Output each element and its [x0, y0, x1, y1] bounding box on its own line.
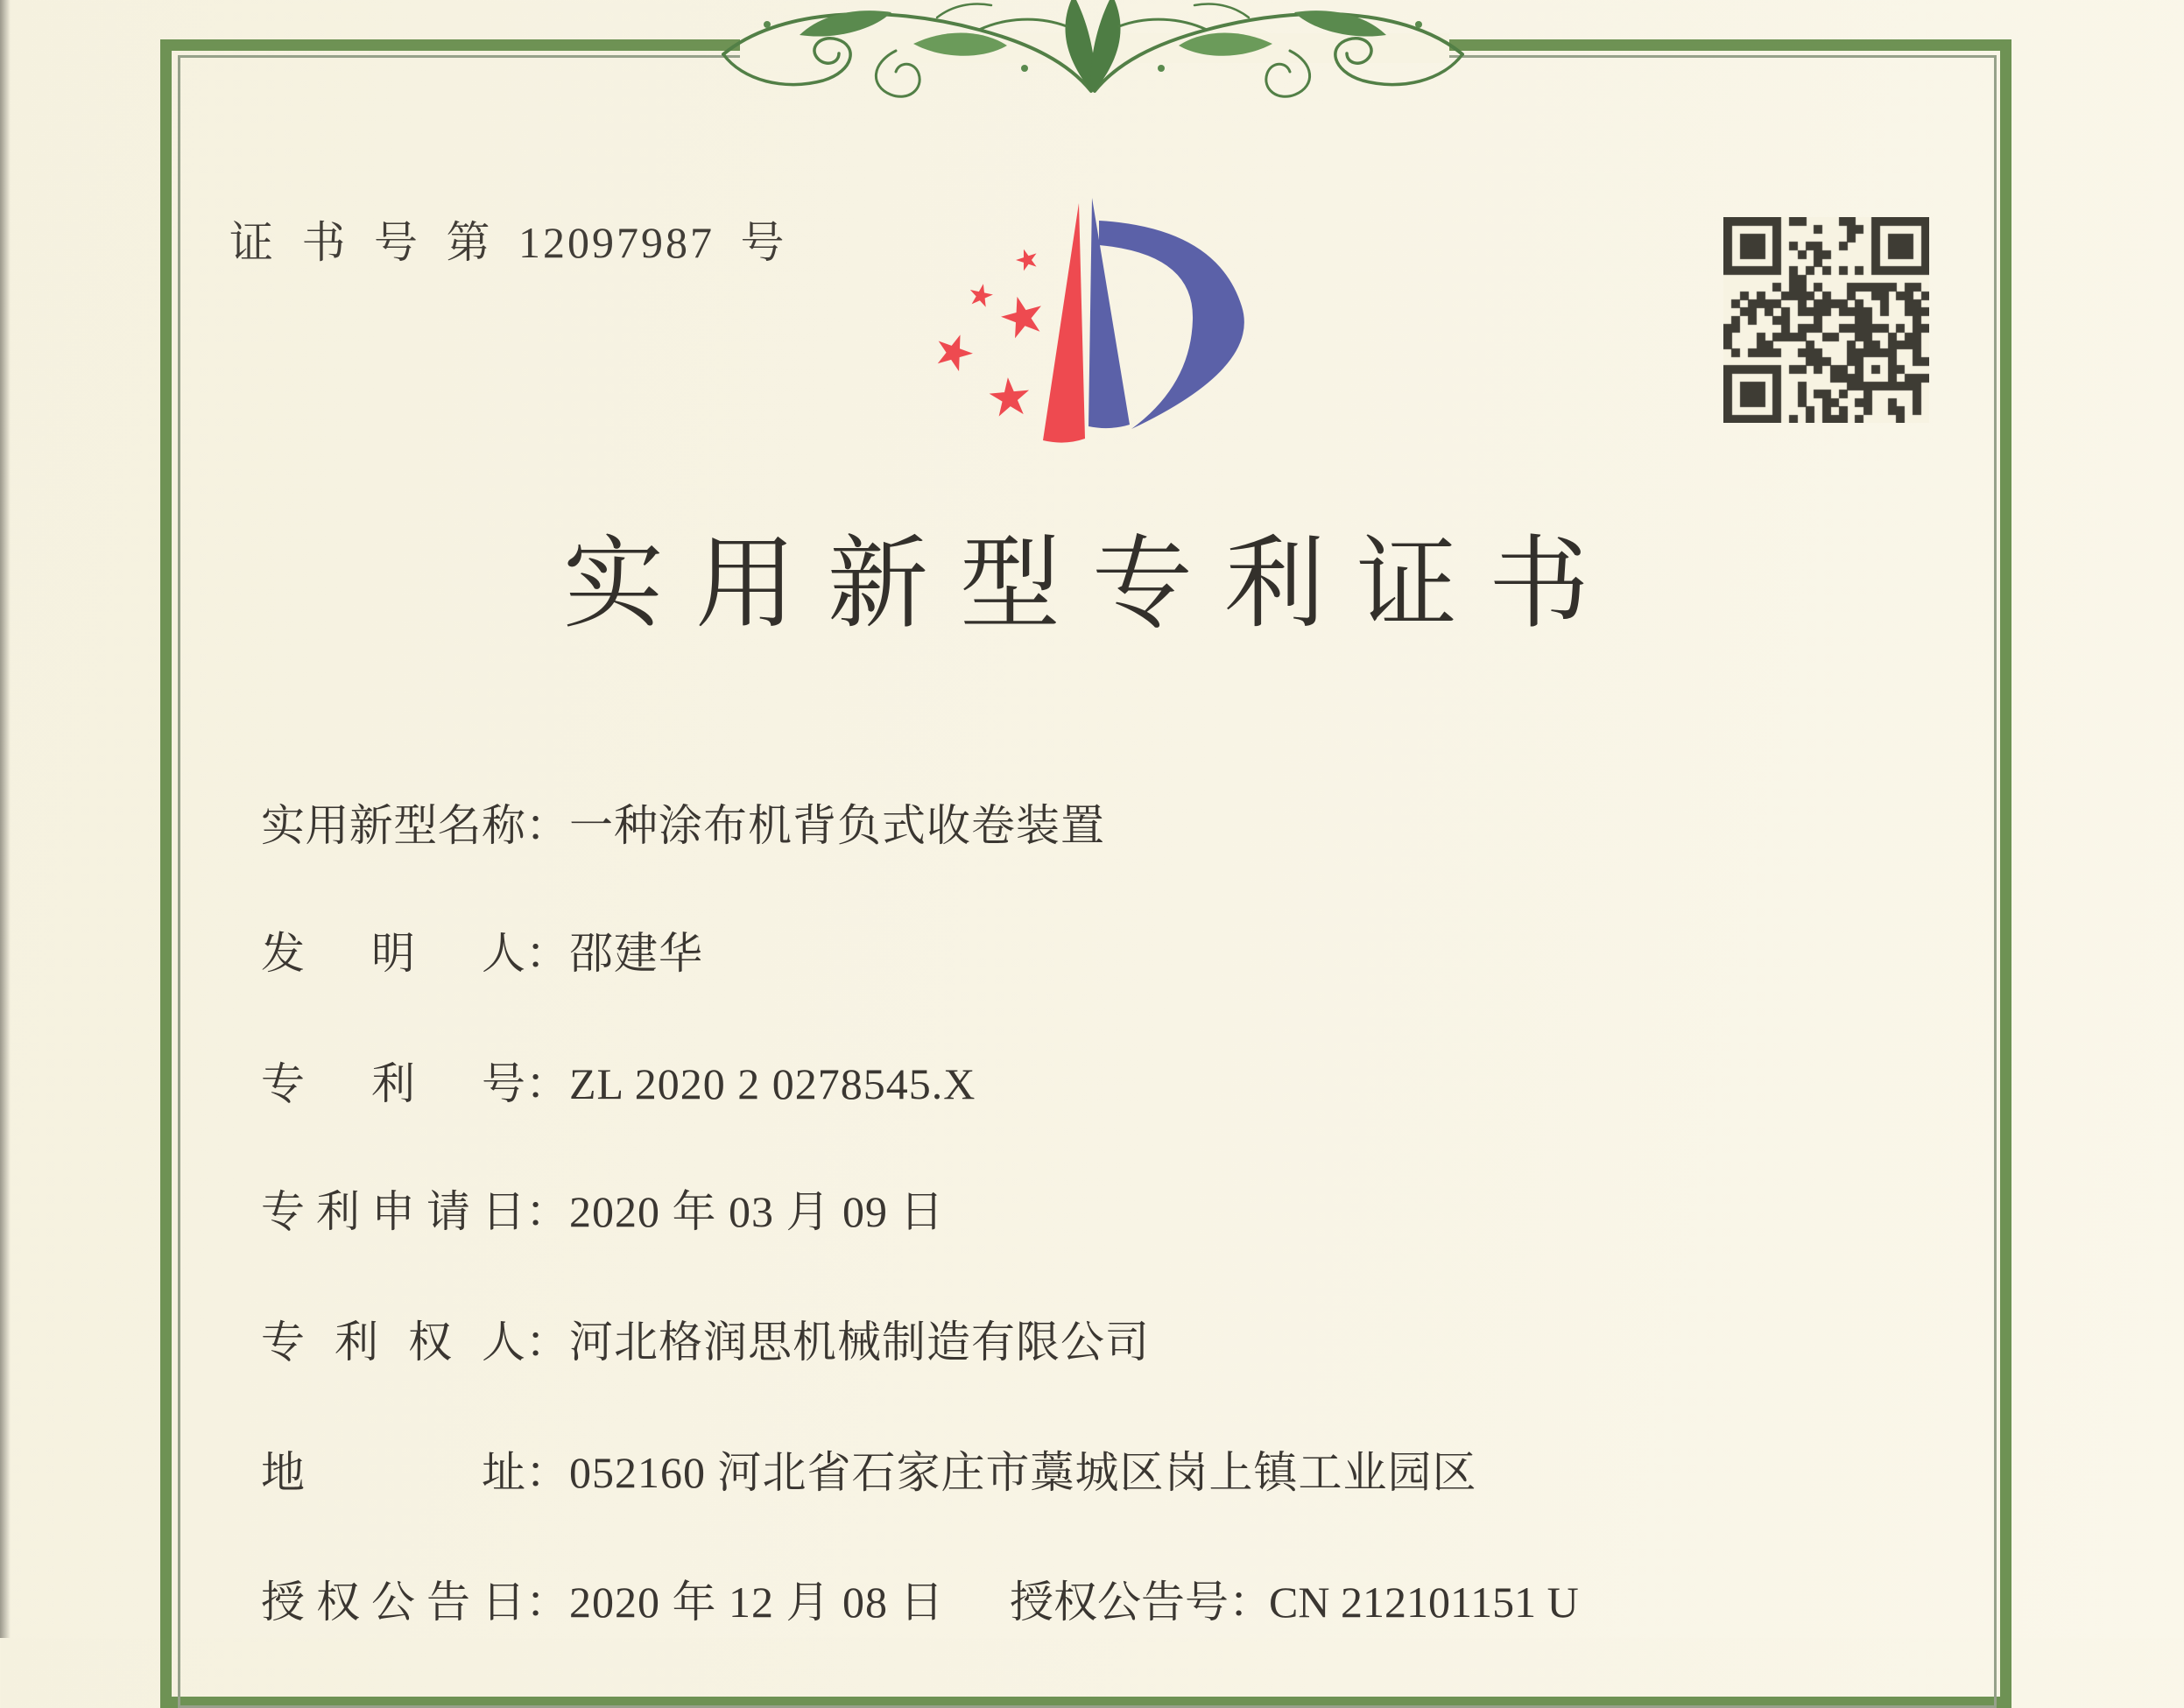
certificate-title: 实用新型专利证书 [562, 529, 1621, 640]
field-value: ZL 2020 2 0278545.X [569, 1059, 976, 1108]
field-row-patent-number [261, 1057, 2009, 1111]
certificate-number: 证 书 号 第 12097987 号 [229, 218, 787, 267]
grant-number-value: CN 212101151 U [1269, 1578, 1579, 1627]
green-flourish-ornament-icon [716, 0, 1469, 103]
field-value: 一种涂布机背负式收卷装置 [569, 801, 1105, 850]
grant-date-value: 2020 年 12 月 08 日 [569, 1578, 945, 1627]
field-row-grant [261, 1575, 2009, 1629]
field-label: 实用新型名称 [261, 801, 525, 850]
field-row-filing-date [261, 1184, 2009, 1239]
field-colon: ： [525, 1448, 569, 1497]
field-label: 发明人 [261, 929, 525, 978]
field-value: 邵建华 [569, 929, 703, 978]
qr-code [1723, 217, 1929, 423]
grant-date-label: 授权公告日 [261, 1578, 525, 1627]
field-label: 地址 [261, 1448, 525, 1497]
field-row-inventor [261, 926, 2009, 981]
cnipa-patent-logo-icon [928, 123, 1296, 464]
field-colon: ： [525, 1318, 569, 1367]
field-value: 052160 河北省石家庄市藁城区岗上镇工业园区 [569, 1448, 1477, 1497]
field-value: 河北格润思机械制造有限公司 [569, 1318, 1150, 1367]
field-colon: ： [525, 1059, 569, 1108]
field-colon: ： [525, 1187, 569, 1236]
field-row-utility-model-name [261, 798, 2009, 853]
field-label: 专利权人 [261, 1318, 525, 1367]
scan-edge-shadow [0, 0, 11, 1638]
field-colon: ： [525, 929, 569, 978]
grant-number-group [1010, 1575, 1579, 1629]
field-colon: ： [525, 801, 569, 850]
grant-number-label: 授权公告号 [1010, 1578, 1229, 1627]
field-label: 专利号 [261, 1059, 525, 1108]
field-label: 专利申请日 [261, 1187, 525, 1236]
grant-number-colon: ： [1229, 1578, 1272, 1627]
grant-date-colon: ： [525, 1578, 569, 1627]
field-row-address [261, 1445, 2009, 1500]
field-value: 2020 年 03 月 09 日 [569, 1187, 945, 1236]
field-row-patentee [261, 1315, 2009, 1369]
